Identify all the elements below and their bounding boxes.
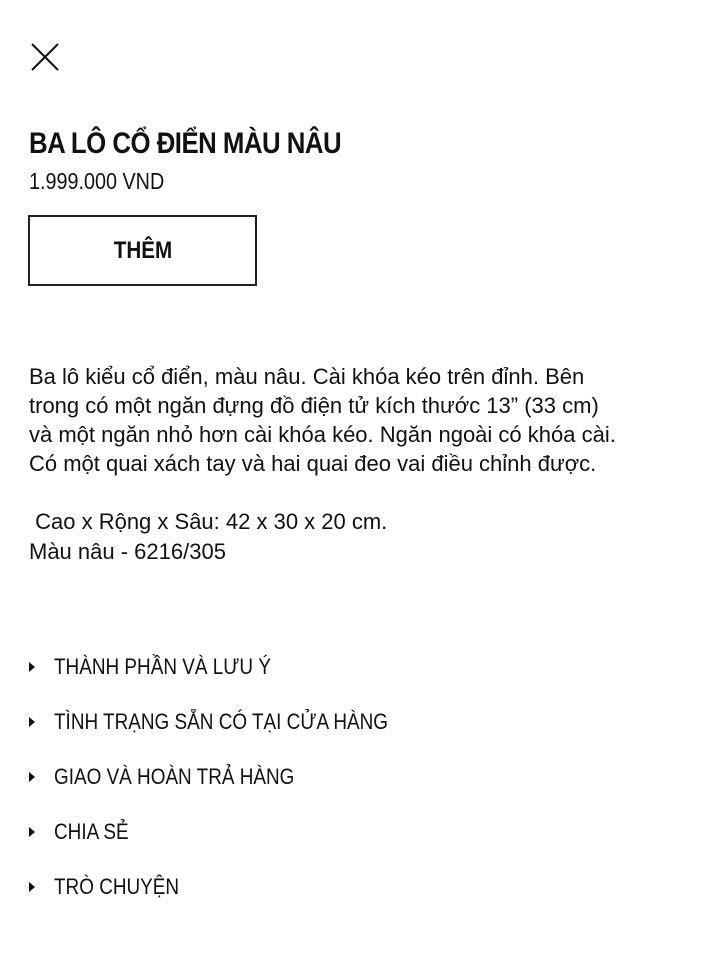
description-line: trong có một ngăn đựng đồ điện tử kích thước 13” (33 cm) [29,393,599,418]
product-specs [29,507,709,567]
section-chat[interactable] [29,871,442,926]
product-title: BA LÔ CỔ ĐIỂN MÀU NÂU [29,127,342,160]
info-sections [29,651,442,926]
caret-right-icon [29,882,35,892]
section-label: TÌNH TRẠNG SẴN CÓ TẠI CỬA HÀNG [54,709,389,734]
description-line: Ba lô kiểu cổ điển, màu nâu. Cài khóa kéo trên đỉnh. Bên [29,364,585,389]
section-label: THÀNH PHẦN VÀ LƯU Ý [54,654,271,679]
caret-right-icon [29,827,35,837]
add-to-cart-button[interactable] [28,215,257,286]
description-line: Có một quai xách tay và hai quai đeo vai điều chỉnh được. [29,451,597,476]
product-color-ref: Màu nâu - 6216/305 [29,539,226,564]
section-composition[interactable] [29,651,442,706]
product-description [29,362,709,478]
caret-right-icon [29,772,35,782]
section-label: GIAO VÀ HOÀN TRẢ HÀNG [54,764,295,789]
section-label: CHIA SẺ [54,819,129,844]
description-line: và một ngăn nhỏ hơn cài khóa kéo. Ngăn ngoài có khóa cài. [29,422,616,447]
product-price: 1.999.000 VND [29,168,165,194]
close-button[interactable] [28,40,62,74]
section-store-availability[interactable] [29,706,442,761]
caret-right-icon [29,662,35,672]
section-label: TRÒ CHUYỆN [54,874,180,899]
close-icon [28,40,62,74]
add-button-label: THÊM [113,236,172,264]
section-share[interactable] [29,816,442,871]
product-dimensions: Cao x Rộng x Sâu: 42 x 30 x 20 cm. [29,509,388,534]
section-delivery-returns[interactable] [29,761,442,816]
caret-right-icon [29,717,35,727]
